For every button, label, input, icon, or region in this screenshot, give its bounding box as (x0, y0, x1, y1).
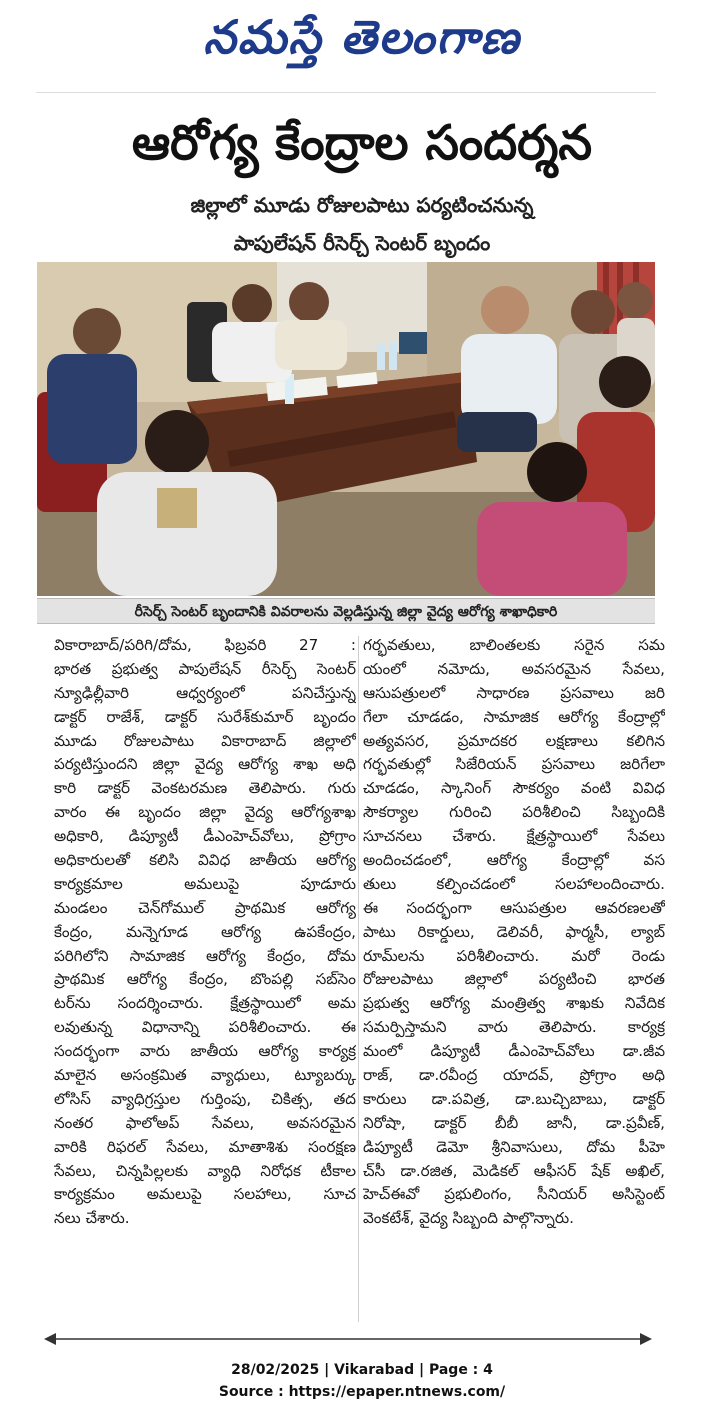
footer-date: 28/02/2025 | Vikarabad | Page : 4 (231, 1362, 493, 1378)
article-line: ప్రభుత్వ ఆరోగ్య మంత్రిత్వ శాఖకు నివేదిక (363, 994, 665, 1013)
masthead-logo: నమస్తే తెలంగాణ (203, 10, 521, 64)
article-left-column (54, 634, 356, 1231)
article-line: గర్భవతులు, బాలింతలకు సరైన సమ (363, 636, 665, 654)
article-line: సేవలు, చిన్నపిల్లలకు వ్యాధి నిరోధక టీకాల (54, 1161, 356, 1180)
article-line: కార్యక్రమాల అమలుపై పూడూరు (54, 874, 356, 893)
article-line: అత్యవసర, ప్రమాదకర లక్షణాలు కలిగిన (363, 731, 665, 750)
article-line: చ్‌సీ డా.రజిత, మెడికల్ ఆఫీసర్ షేక్ అఖిల్, (363, 1161, 665, 1180)
article-line: సందర్భంగా వారు జాతీయ ఆరోగ్య కార్యక్ర (54, 1042, 356, 1061)
article-line: వారం ఈ బృందం జిల్లా వైద్య ఆరోగ్యశాఖ (54, 803, 356, 822)
article-line: భారత ప్రభుత్వ పాపులేషన్ రీసెర్చ్ సెంటర్ (54, 659, 356, 678)
article-line: డాక్టర్ రాజేశ్, డాక్టర్ సురేశ్‌కుమార్ బృందం (54, 707, 356, 726)
article-line: సౌకర్యాల గురించి పరిశీలించి సిబ్బందికి (363, 803, 665, 822)
article-right-column (363, 634, 665, 1231)
article-line: చూడడం, స్కానింగ్ సౌకర్యం వంటి వివిధ (363, 779, 665, 798)
article-line: లవుతున్న విధానాన్ని పరిశీలించారు. ఈ (54, 1018, 356, 1037)
article-line: లోసిస్ వ్యాధిగ్రస్తుల గుర్తింపు, చికిత్స, తద (54, 1089, 356, 1108)
article-line: యంలో నమోదు, అవసరమైన సేవలు, (363, 659, 665, 678)
article-line: గేలా చూడడం, సామాజిక ఆరోగ్య కేంద్రాల్లో (363, 707, 665, 726)
article-line: తులు కల్పించడంలో సలహాలందించారు. (363, 874, 665, 893)
arrow-rule (44, 1332, 652, 1346)
column-divider (358, 636, 359, 1322)
article-line: ఆసుపత్రులలో సాధారణ ప్రసవాలు జరి (363, 683, 665, 702)
headline: ఆరోగ్య కేంద్రాల సందర్శన (131, 115, 593, 171)
article-line: పర్యటిస్తుందని జిల్లా వైద్య ఆరోగ్య శాఖ అధి (54, 755, 356, 774)
meeting-photo-illustration (37, 262, 655, 596)
news-photo (37, 262, 655, 596)
article-line: న్యూఢిల్లీవారి ఆధ్వర్యంలో పనిచేస్తున్న (54, 683, 356, 702)
article-line: రోజులపాటు జిల్లాలో పర్యటించి భారత (363, 970, 665, 989)
article-line: వెంకటేశ్, వైద్య సిబ్బంది పాల్గొన్నారు. (363, 1209, 574, 1228)
article-line: కారులు డా.పవిత్ర, డా.బుచ్చిబాబు, డాక్టర్ (363, 1089, 665, 1108)
article-line: గర్భవతుల్లో సిజేరియన్ ప్రసవాలు జరిగేలా (363, 755, 665, 774)
article-line: మంలో డిప్యూటీ డీఎంహెచ్‌వోలు డా.జీవ (363, 1042, 665, 1061)
article-end-rule (44, 1331, 652, 1345)
article-line: మూడు రోజులపాటు వికారాబాద్ జిల్లాలో (54, 731, 356, 750)
article-line: కారి డాక్టర్ వెంకటరమణ తెలిపారు. గురు (54, 779, 356, 798)
article-line: నలు చేశారు. (54, 1209, 130, 1228)
article-line: ఈ సందర్భంగా ఆసుపత్రుల ఆవరణలతో (363, 898, 665, 917)
subheadline-line-2: పాపులేషన్ రీసెర్చ్ సెంటర్ బృందం (233, 231, 491, 255)
article-line: రూమ్‌లను పరిశీలించారు. మరో రెండు (363, 946, 665, 965)
article-line: అధికారి, డిప్యూటీ డీఎంహెచ్‌వోలు, ప్రోగ్రాం (54, 827, 356, 846)
header-rule (36, 92, 656, 93)
article-line: అధికారులతో కలిసి వివిధ జాతీయ ఆరోగ్య (54, 851, 356, 870)
article-line: రాజ్, డా.రవీంద్ర యాదవ్, ప్రోగ్రాం అధి (363, 1066, 665, 1085)
article-line: పరిగిలోని సామాజిక ఆరోగ్య కేంద్రం, దోమ (54, 946, 356, 965)
article-line: సూచనలు చేశారు. క్షేత్రస్థాయిలో సేవలు (363, 827, 665, 846)
subheadline-line-1: జిల్లాలో మూడు రోజులపాటు పర్యటించనున్న (190, 193, 534, 217)
article-line: కార్యక్రమం అమలుపై సలహాలు, సూచ (54, 1185, 356, 1204)
article-line: పాటు రికార్డులు, డెలివరీ, ఫార్మసీ, ల్యాబ్ (363, 922, 665, 941)
footer-source: Source : https://epaper.ntnews.com/ (218, 1384, 506, 1400)
article-line: కేంద్రం, మన్నెగూడ ఆరోగ్య ఉపకేంద్రం, (54, 922, 356, 941)
article-line: వికారాబాద్/పరిగి/దోమ, ఫిబ్రవరి 27 : (54, 636, 356, 654)
article-line: హెచ్‌ఈవో ప్రభులింగం, సీనియర్ అసిస్టెంట్ (363, 1185, 665, 1204)
article-line: అందించడంలో, ఆరోగ్య కేంద్రాల్లో వస (363, 851, 665, 870)
article-line: సమర్పిస్తామని వారు తెలిపారు. కార్యక్ర (363, 1018, 665, 1037)
article-line: మండలం చెన్‌గోముల్ ప్రాథమిక ఆరోగ్య (54, 898, 356, 917)
article-line: వారికి రిఫరల్ సేవలు, మాతాశిశు సంరక్షణ (54, 1137, 356, 1156)
article-line: డిప్యూటీ డెమో శ్రీనివాసులు, దోమ పీహె (363, 1137, 665, 1156)
article-line: టర్‌ను సందర్శించారు. క్షేత్రస్థాయిలో అమ (54, 994, 356, 1013)
article-line: ప్రాథమిక ఆరోగ్య కేంద్రం, బొంపల్లి సబ్‌సెం (54, 970, 356, 989)
article-line: నిరోషా, డాక్టర్ బీబీ జానీ, డా.ప్రవీణ్, (363, 1113, 665, 1132)
article-line: నంతర ఫాలోఅప్ సేవలు, అవసరమైన (54, 1113, 356, 1132)
photo-caption: రీసెర్చ్ సెంటర్ బృందానికి వివరాలను వెల్లడిస్తున్న జిల్లా వైద్య ఆరోగ్య శాఖాధికారి (37, 598, 655, 624)
article-line: మాలైన అసంక్రమిత వ్యాధులు, ట్యూబర్కు (54, 1066, 356, 1085)
